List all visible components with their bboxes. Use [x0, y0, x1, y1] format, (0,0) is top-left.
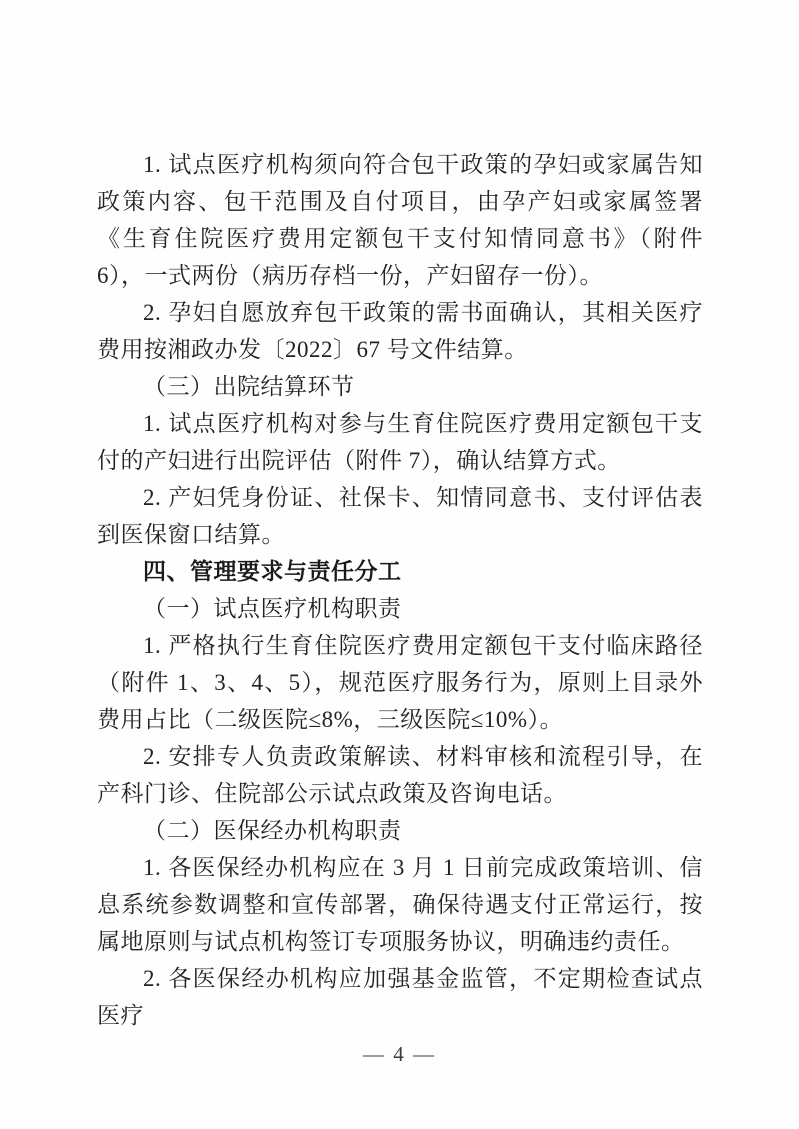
paragraph: 2. 孕妇自愿放弃包干政策的需书面确认，其相关医疗费用按湘政办发〔2022〕67 号文件结算。 [97, 300, 703, 362]
paragraph: 2. 安排专人负责政策解读、材料审核和流程引导，在产科门诊、住院部公示试点政策及咨询电话。 [97, 744, 703, 806]
page-number: — 4 — [363, 1042, 436, 1066]
paragraph: 1. 试点医疗机构须向符合包干政策的孕妇或家属告知政策内容、包干范围及自付项目，由孕产妇或家属签署《生育住院医疗费用定额包干支付知情同意书》（附件 6），一式两份（病历存档一份，产妇留存一份）。 [97, 152, 703, 288]
document-body [97, 146, 703, 1034]
heading: （三）出院结算环节 [143, 374, 355, 399]
paragraph: 1. 各医保经办机构应在 3 月 1 日前完成政策培训、信息系统参数调整和宣传部署，确保待遇支付正常运行，按属地原则与试点机构签订专项服务协议，明确违约责任。 [97, 855, 703, 954]
page-footer [0, 1042, 799, 1067]
heading: （二）医保经办机构职责 [143, 818, 402, 843]
paragraph: 1. 严格执行生育住院医疗费用定额包干支付临床路径（附件 1、3、4、5），规范医疗服务行为，原则上目录外费用占比（二级医院≤8%，三级医院≤10%）。 [97, 633, 703, 732]
paragraph: 2. 各医保经办机构应加强基金监管，不定期检查试点医疗 [97, 966, 703, 1028]
heading: 四、管理要求与责任分工 [143, 558, 402, 584]
paragraph: 2. 产妇凭身份证、社保卡、知情同意书、支付评估表到医保窗口结算。 [97, 485, 703, 547]
heading: （一）试点医疗机构职责 [143, 596, 402, 621]
paragraph: 1. 试点医疗机构对参与生育住院医疗费用定额包干支付的产妇进行出院评估（附件 7），确认结算方式。 [97, 411, 703, 473]
